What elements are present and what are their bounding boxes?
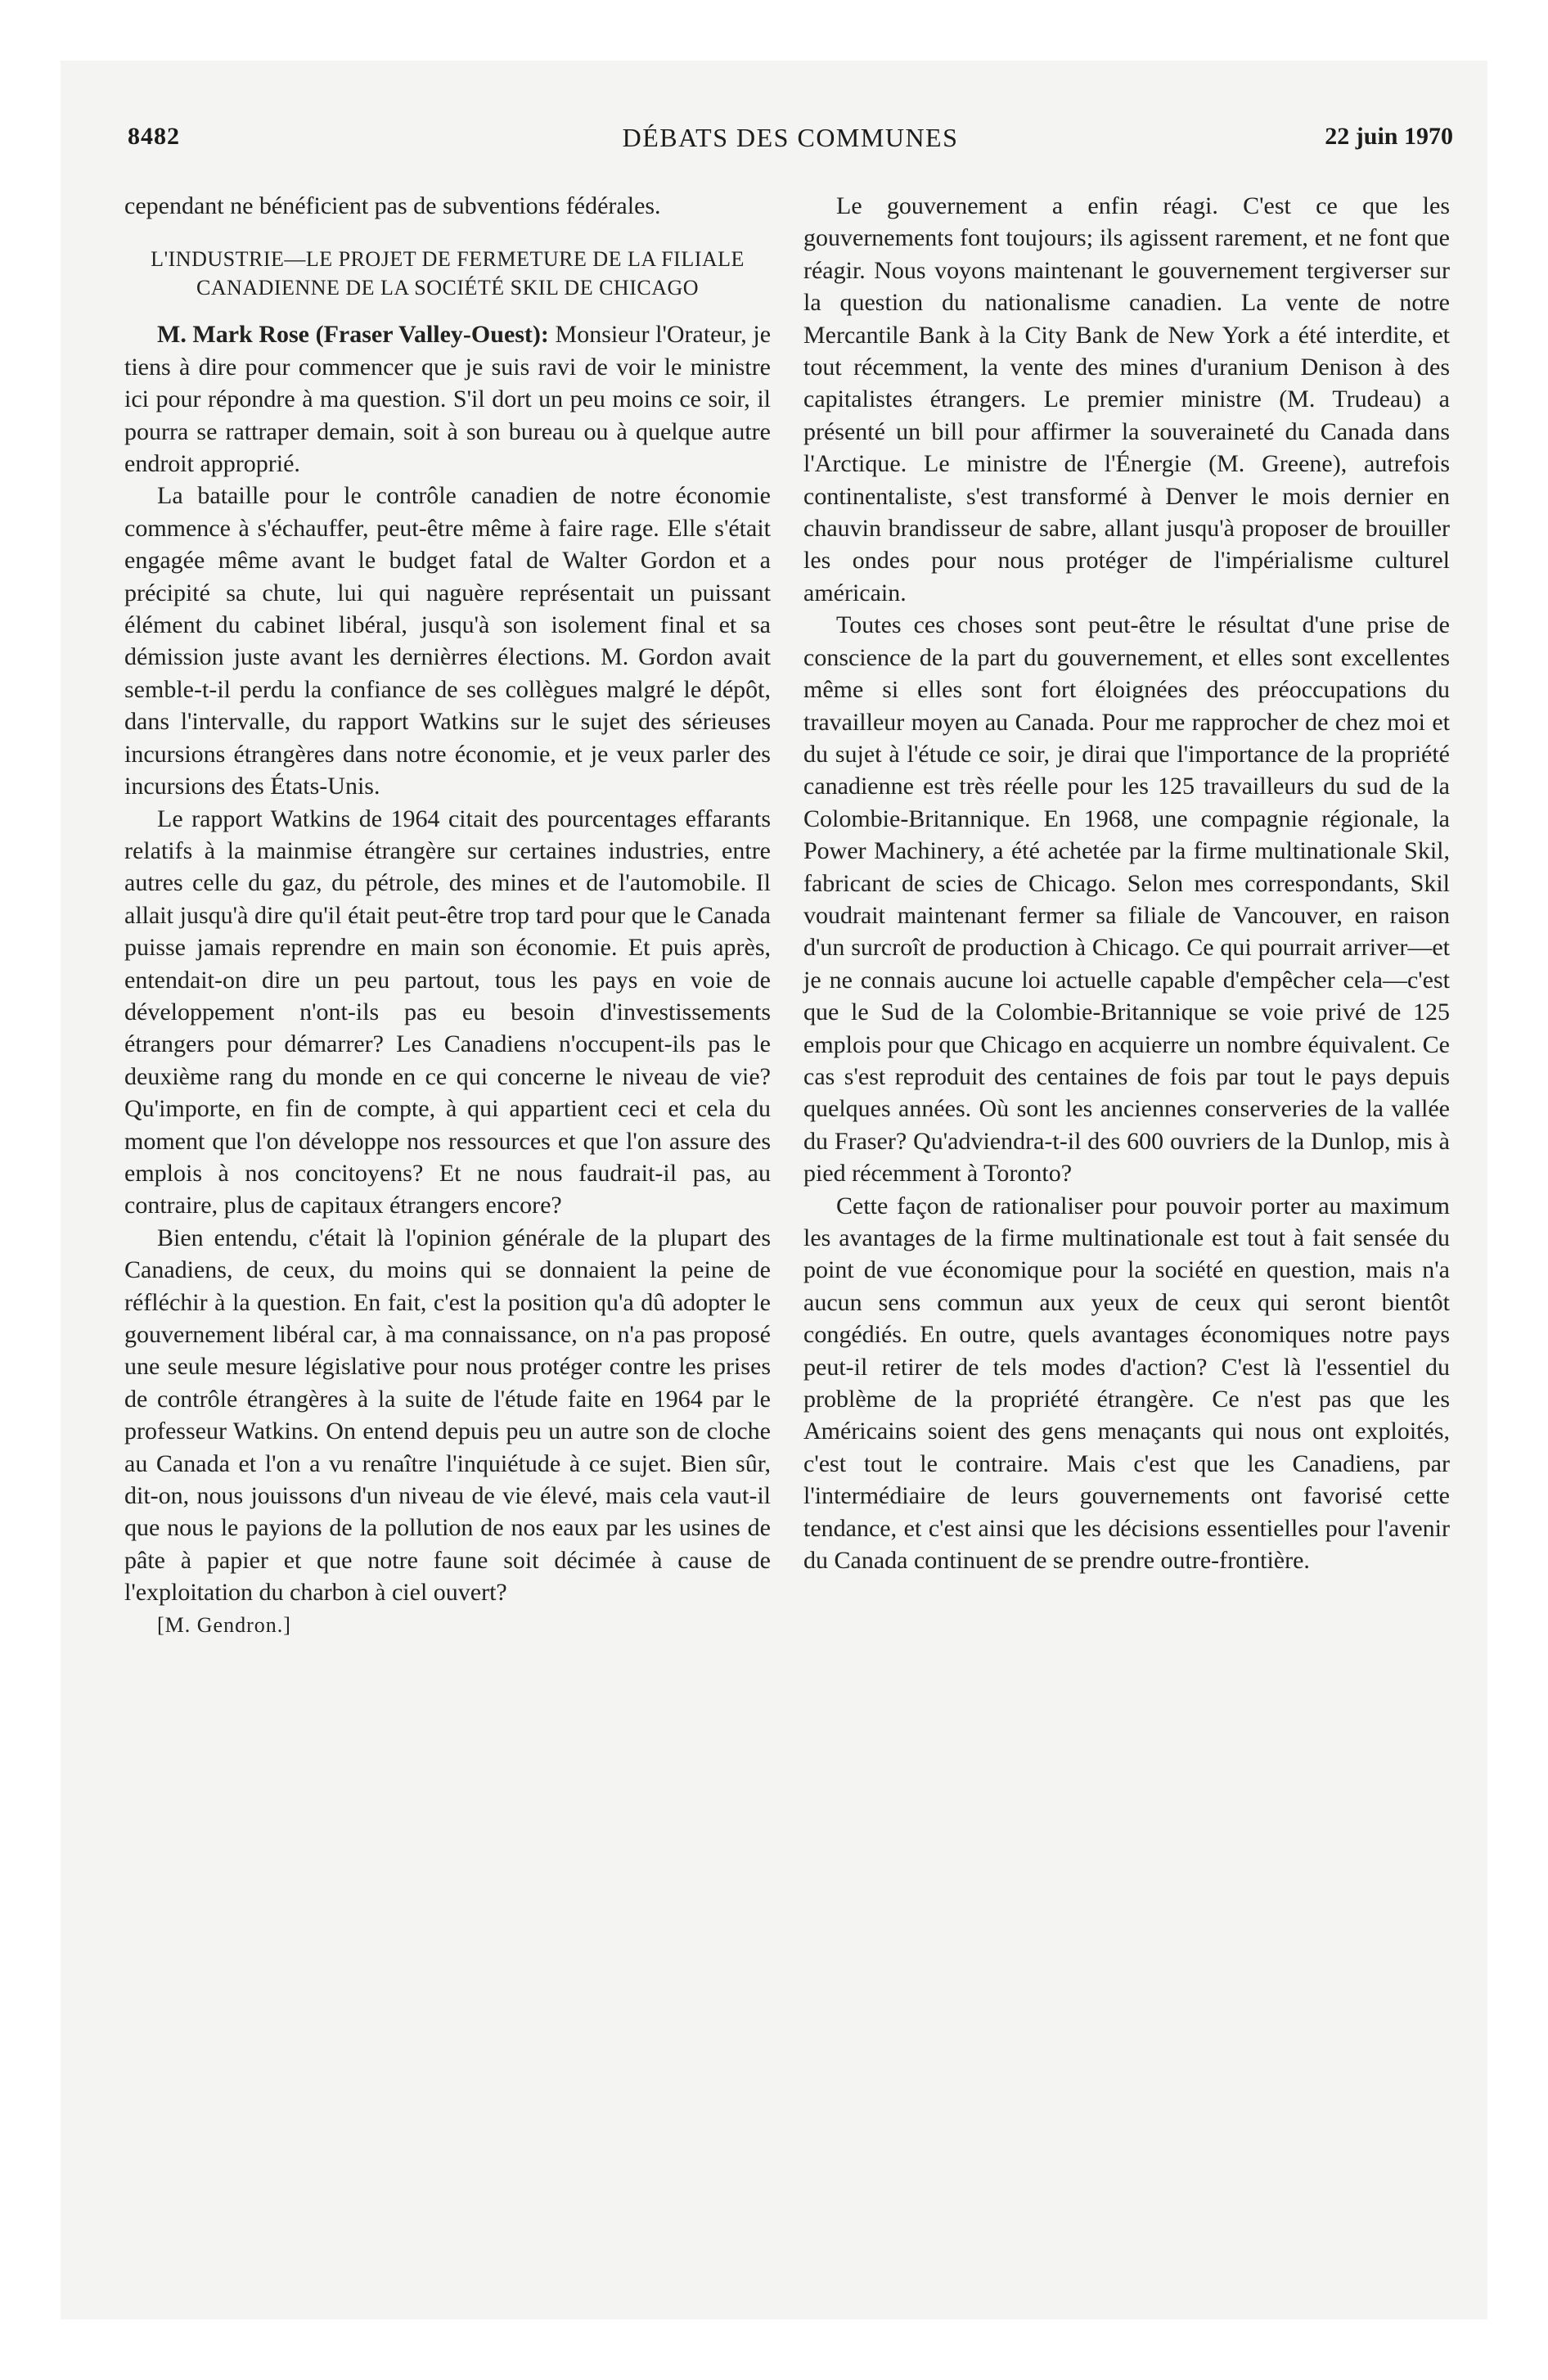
page-header <box>128 123 1453 156</box>
section-heading: L'INDUSTRIE—LE PROJET DE FERMETURE DE LA FILIALE CANADIENNE DE LA SOCIÉTÉ SKIL DE CHICAGO <box>151 247 745 300</box>
left-column <box>124 190 771 1641</box>
speech-paragraph <box>124 318 771 480</box>
paragraph: La bataille pour le contrôle canadien de notre économie commence à s'échauffer, peut-être même à faire rage. Elle s'était engagée même avant le budget fatal de Walter Gordon et a précipité sa chute, lui qui naguère représentait un puissant élément du cabinet libéral, jusqu'à son isolement final et sa démission juste avant les dernièrres élections. M. Gordon avait semble-t-il perdu la confiance de ses collègues malgré le dépôt, dans l'intervalle, du rapport Watkins sur le sujet des sérieuses incursions étrangères dans notre économie, et je veux parler des incursions des États-Unis. <box>124 482 771 800</box>
right-column <box>803 190 1450 1576</box>
continuation-paragraph: cependant ne bénéficient pas de subventions fédérales. <box>124 192 661 219</box>
paragraph: Bien entendu, c'était là l'opinion générale de la plupart des Canadiens, de ceux, du moins qui se donnaient la peine de réfléchir à la question. En fait, c'est la position qu'a dû adopter le gouvernement libéral car, à ma connaissance, on n'a pas proposé une seule mesure législative pour nous protéger contre les prises de contrôle étrangères à la suite de l'étude faite en 1964 par le professeur Watkins. On entend depuis peu un autre son de cloche au Canada et l'on a vu renaître l'inquiétude à ce sujet. Bien sûr, dit-on, nous jouissons d'un niveau de vie élevé, mais cela vaut-il que nous le payions de la pollution de nos eaux par les usines de pâte à papier et que notre faune soit décimée à cause de l'exploitation du charbon à ciel ouvert? <box>124 1224 771 1607</box>
page-date: 22 juin 1970 <box>1325 123 1453 150</box>
page-number: 8482 <box>128 123 180 150</box>
page-title: DÉBATS DES COMMUNES <box>622 123 959 152</box>
paragraph: Le gouvernement a enfin réagi. C'est ce que les gouvernements font toujours; ils agissent rarement, et ne font que réagir. Nous voyons maintenant le gouvernement tergiverser sur la question du nationalisme canadien. La vente de notre Mercantile Bank à la City Bank de New York a été interdite, et tout récemment, la vente des mines d'uranium Denison à des capitalistes étrangers. Le premier ministre (M. Trudeau) a présenté un bill pour affirmer la souveraineté du Canada dans l'Arctique. Le ministre de l'Énergie (M. Greene), autrefois continentaliste, s'est transformé à Denver le mois dernier en chauvin brandisseur de sabre, allant jusqu'à proposer de brouiller les ondes pour nous protéger de l'impérialisme culturel américain. <box>803 192 1450 606</box>
paragraph: Cette façon de rationaliser pour pouvoir porter au maximum les avantages de la firme multinationale est tout à fait sensée du point de vue économique pour la société en question, mais n'a aucun sens commun aux yeux de ceux qui seront bientôt congédiés. En outre, quels avantages économiques notre pays peut-il retirer de tels modes d'action? C'est là l'essentiel du problème de la propriété étrangère. Ce n'est pas que les Américains soient des gens menaçants qui nous ont exploités, c'est tout le contraire. Mais c'est que les Canadiens, par l'intermédiaire de leurs gouvernements ont favorisé cette tendance, et c'est ainsi que les décisions essentielles pour l'avenir du Canada continuent de se prendre outre-frontière. <box>803 1192 1450 1575</box>
speech-text: Monsieur l'Orateur, je tiens à dire pour commencer que je suis ravi de voir le ministre ici pour répondre à ma question. S'il dort un peu moins ce soir, il pourra se rattraper demain, soit à son bureau ou à quelque autre endroit approprié. <box>124 321 772 478</box>
speaker-name: M. Mark Rose (Fraser Valley-Ouest): <box>157 321 549 349</box>
paragraph: Toutes ces choses sont peut-être le résultat d'une prise de conscience de la part du gouvernement, et elles sont excellentes même si elles sont fort éloignées des préoccupations du travailleur moyen au Canada. Pour me rapprocher de chez moi et du sujet à l'étude ce soir, je dirai que l'importance de la propriété canadienne est très réelle pour les 125 travailleurs du sud de la Colombie-Britannique. En 1968, une compagnie régionale, la Power Machinery, a été achetée par la firme multinationale Skil, fabricant de scies de Chicago. Selon mes correspondants, Skil voudrait maintenant fermer sa filiale de Vancouver, en raison d'un surcroît de production à Chicago. Ce qui pourrait arriver—et je ne connais aucune loi actuelle capable d'empêcher cela—c'est que le Sud de la Colombie-Britannique se voie privé de 125 emplois pour que Chicago en acquierre un nombre équivalent. Ce cas s'est reproduit des centaines de fois par tout le pays depuis quelques années. Où sont les anciennes conserveries de la vallée du Fraser? Qu'adviendra-t-il des 600 ouvriers de la Dunlop, mis à pied récemment à Toronto? <box>803 611 1450 1188</box>
attribution: [M. Gendron.] <box>157 1612 291 1637</box>
paragraph: Le rapport Watkins de 1964 citait des pourcentages effarants relatifs à la mainmise étrangère sur certaines industries, entre autres celle du gaz, du pétrole, des mines et de l'automobile. Il allait jusqu'à dire qu'il était peut-être trop tard pour que le Canada puisse jamais reprendre en main son économie. Et puis après, entendait-on dire un peu partout, tous les pays en voie de développement n'ont-ils pas eu besoin d'investissements étrangers pour démarrer? Les Canadiens n'occupent-ils pas le deuxième rang du monde en ce qui concerne le niveau de vie? Qu'importe, en fin de compte, à qui appartient ceci et cela du moment que l'on développe nos ressources et que l'on assure des emplois à nos concitoyens? Et ne nous faudrait-il pas, au contraire, plus de capitaux étrangers encore? <box>124 805 771 1219</box>
